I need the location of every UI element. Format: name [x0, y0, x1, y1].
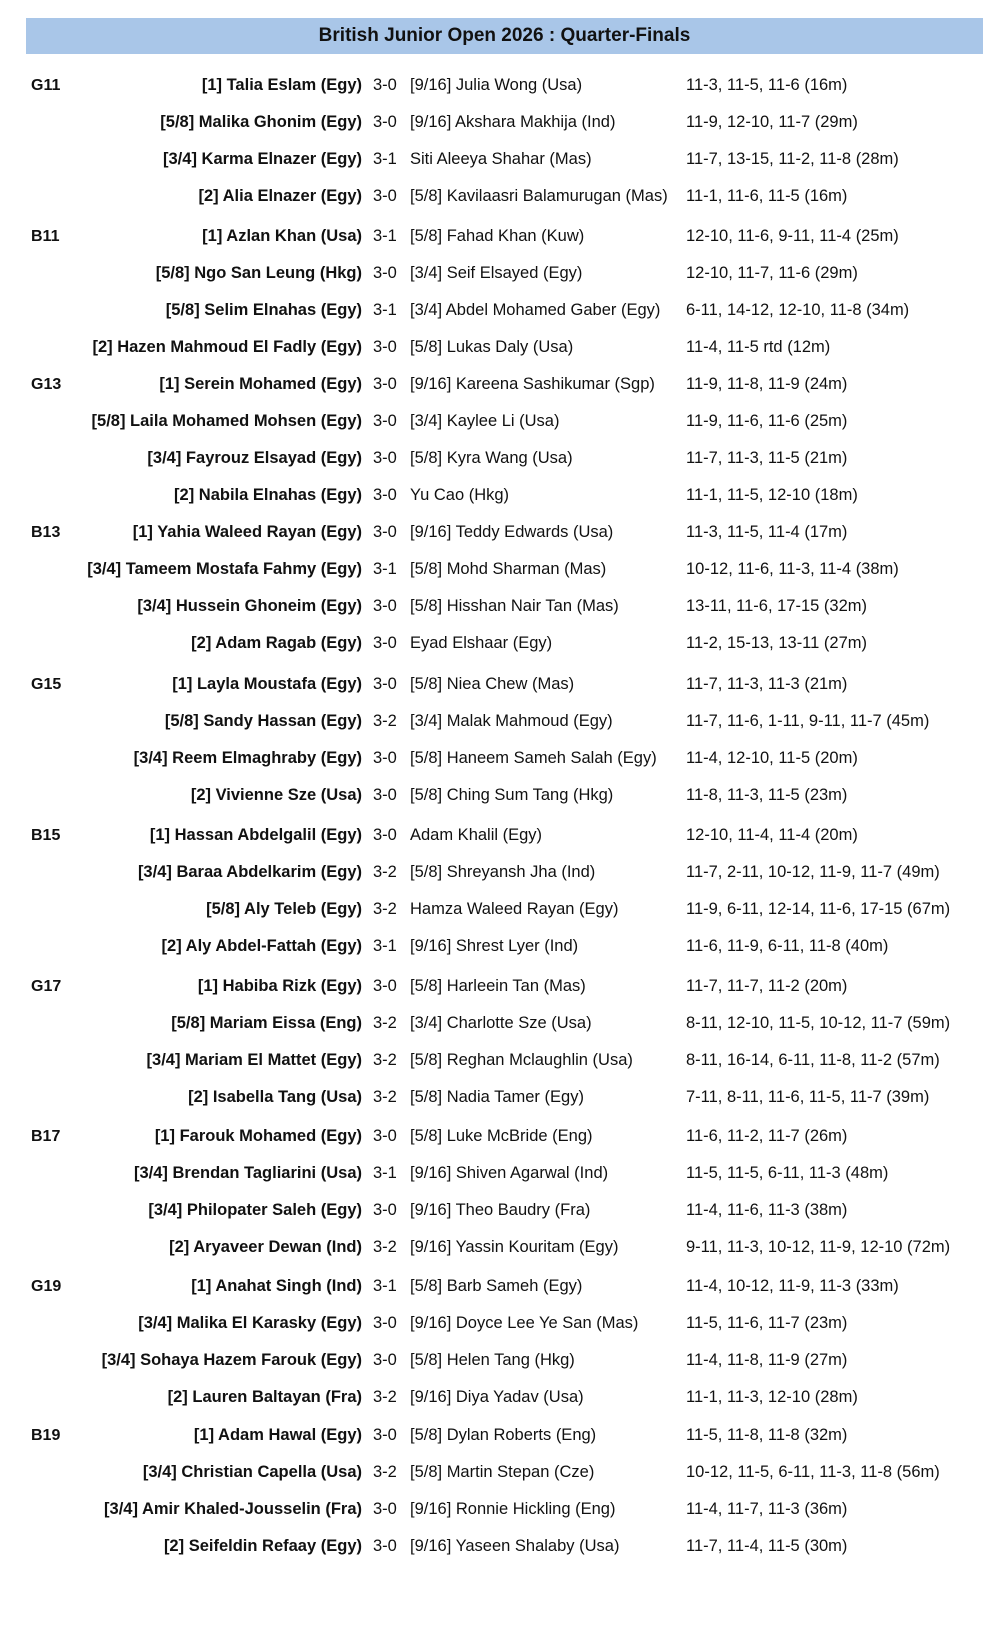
category-label: B19 [31, 1427, 61, 1444]
winner-name: [2] Aly Abdel-Fattah (Egy) [161, 937, 362, 955]
match-row [0, 1528, 1008, 1565]
winner-name: [1] Hassan Abdelgalil (Egy) [149, 826, 362, 844]
match-score: 3-1 [373, 150, 397, 168]
loser-name: Eyad Elshaar (Egy) [410, 634, 553, 652]
loser-name: [3/4] Malak Mahmoud (Egy) [410, 712, 613, 730]
match-row [0, 292, 1008, 329]
game-scores: 11-3, 11-5, 11-4 (17m) [686, 523, 848, 541]
winner-name: [1] Habiba Rizk (Egy) [197, 977, 362, 995]
match-score: 3-0 [373, 675, 397, 693]
match-row [0, 218, 1008, 255]
match-row [0, 1305, 1008, 1342]
match-score: 3-0 [373, 1426, 397, 1444]
match-row [0, 551, 1008, 588]
section-g15 [0, 666, 1008, 814]
game-scores: 11-4, 12-10, 11-5 (20m) [686, 749, 858, 767]
winner-name: [1] Azlan Khan (Usa) [202, 227, 362, 245]
match-score: 3-2 [373, 1463, 397, 1481]
loser-name: [3/4] Charlotte Sze (Usa) [410, 1014, 592, 1032]
match-row [0, 255, 1008, 292]
winner-name: [3/4] Christian Capella (Usa) [142, 1463, 362, 1481]
winner-name: [5/8] Malika Ghonim (Egy) [160, 113, 362, 131]
game-scores: 11-9, 11-6, 11-6 (25m) [686, 412, 848, 430]
game-scores: 11-1, 11-3, 12-10 (28m) [686, 1388, 858, 1406]
winner-name: [5/8] Ngo San Leung (Hkg) [155, 264, 362, 282]
game-scores: 11-4, 11-5 rtd (12m) [686, 338, 831, 356]
winner-name: [2] Alia Elnazer (Egy) [198, 187, 362, 205]
loser-name: Adam Khalil (Egy) [410, 826, 543, 844]
loser-name: [9/16] Julia Wong (Usa) [410, 76, 583, 94]
winner-name: [2] Vivienne Sze (Usa) [190, 786, 362, 804]
loser-name: [9/16] Teddy Edwards (Usa) [410, 523, 614, 541]
match-score: 3-1 [373, 1277, 397, 1295]
category-label: G19 [31, 1278, 62, 1295]
game-scores: 11-4, 10-12, 11-9, 11-3 (33m) [686, 1277, 899, 1295]
match-score: 3-0 [373, 338, 397, 356]
loser-name: [5/8] Kyra Wang (Usa) [410, 449, 573, 467]
match-row [0, 1079, 1008, 1116]
loser-name: [5/8] Helen Tang (Hkg) [410, 1351, 575, 1369]
loser-name: [5/8] Martin Stepan (Cze) [410, 1463, 595, 1481]
match-row [0, 67, 1008, 104]
loser-name: [5/8] Niea Chew (Mas) [410, 675, 575, 693]
match-score: 3-0 [373, 977, 397, 995]
loser-name: [5/8] Harleein Tan (Mas) [410, 977, 586, 995]
match-score: 3-0 [373, 486, 397, 504]
winner-name: [1] Talia Eslam (Egy) [201, 76, 362, 94]
game-scores: 11-5, 11-8, 11-8 (32m) [686, 1426, 848, 1444]
match-row [0, 1268, 1008, 1305]
match-score: 3-2 [373, 1088, 397, 1106]
game-scores: 11-6, 11-2, 11-7 (26m) [686, 1127, 848, 1145]
loser-name: [5/8] Fahad Khan (Kuw) [410, 227, 585, 245]
winner-name: [5/8] Selim Elnahas (Egy) [165, 301, 362, 319]
game-scores: 11-8, 11-3, 11-5 (23m) [686, 786, 848, 804]
winner-name: [3/4] Brendan Tagliarini (Usa) [134, 1164, 362, 1182]
loser-name: [5/8] Shreyansh Jha (Ind) [410, 863, 596, 881]
match-row [0, 1417, 1008, 1454]
category-label: G13 [31, 376, 62, 393]
match-score: 3-0 [373, 1500, 397, 1518]
loser-name: [5/8] Nadia Tamer (Egy) [410, 1088, 584, 1106]
section-g11 [0, 67, 1008, 215]
page-title: British Junior Open 2026 : Quarter-Finals [26, 18, 983, 54]
game-scores: 11-7, 11-3, 11-5 (21m) [686, 449, 848, 467]
game-scores: 11-1, 11-6, 11-5 (16m) [686, 187, 848, 205]
winner-name: [1] Adam Hawal (Egy) [193, 1426, 362, 1444]
winner-name: [2] Nabila Elnahas (Egy) [174, 486, 362, 504]
loser-name: [5/8] Luke McBride (Eng) [410, 1127, 593, 1145]
game-scores: 12-10, 11-7, 11-6 (29m) [686, 264, 858, 282]
game-scores: 11-2, 15-13, 13-11 (27m) [686, 634, 867, 652]
match-row [0, 588, 1008, 625]
match-row [0, 1491, 1008, 1528]
match-score: 3-2 [373, 1051, 397, 1069]
game-scores: 11-4, 11-6, 11-3 (38m) [686, 1201, 848, 1219]
match-row [0, 625, 1008, 662]
winner-name: [3/4] Hussein Ghoneim (Egy) [137, 597, 362, 615]
game-scores: 13-11, 11-6, 17-15 (32m) [686, 597, 867, 615]
match-row [0, 178, 1008, 215]
match-row [0, 329, 1008, 366]
game-scores: 11-9, 11-8, 11-9 (24m) [686, 375, 848, 393]
category-label: G17 [31, 978, 62, 995]
match-score: 3-2 [373, 863, 397, 881]
match-score: 3-2 [373, 1238, 397, 1256]
match-score: 3-0 [373, 634, 397, 652]
winner-name: [2] Hazen Mahmoud El Fadly (Egy) [92, 338, 362, 356]
match-row [0, 1379, 1008, 1416]
game-scores: 11-4, 11-8, 11-9 (27m) [686, 1351, 848, 1369]
section-b15 [0, 817, 1008, 965]
winner-name: [5/8] Aly Teleb (Egy) [206, 900, 362, 918]
winner-name: [5/8] Sandy Hassan (Egy) [164, 712, 362, 730]
section-g19 [0, 1268, 1008, 1416]
match-score: 3-0 [373, 749, 397, 767]
game-scores: 11-9, 12-10, 11-7 (29m) [686, 113, 858, 131]
loser-name: [5/8] Mohd Sharman (Mas) [410, 560, 607, 578]
match-row [0, 1042, 1008, 1079]
section-b19 [0, 1417, 1008, 1565]
winner-name: [3/4] Amir Khaled-Jousselin (Fra) [104, 1500, 362, 1518]
game-scores: 11-1, 11-5, 12-10 (18m) [686, 486, 858, 504]
match-row [0, 968, 1008, 1005]
loser-name: [3/4] Kaylee Li (Usa) [410, 412, 560, 430]
winner-name: [3/4] Reem Elmaghraby (Egy) [133, 749, 362, 767]
game-scores: 7-11, 8-11, 11-6, 11-5, 11-7 (39m) [686, 1088, 930, 1106]
winner-name: [2] Aryaveer Dewan (Ind) [169, 1238, 362, 1256]
winner-name: [1] Yahia Waleed Rayan (Egy) [132, 523, 362, 541]
winner-name: [1] Serein Mohamed (Egy) [159, 375, 362, 393]
match-score: 3-0 [373, 786, 397, 804]
loser-name: [5/8] Lukas Daly (Usa) [410, 338, 574, 356]
section-b13 [0, 514, 1008, 662]
winner-name: [3/4] Baraa Abdelkarim (Egy) [137, 863, 362, 881]
match-score: 3-0 [373, 412, 397, 430]
match-score: 3-0 [373, 375, 397, 393]
winner-name: [1] Farouk Mohamed (Egy) [154, 1127, 362, 1145]
category-label: B15 [31, 827, 61, 844]
match-row [0, 1155, 1008, 1192]
game-scores: 8-11, 16-14, 6-11, 11-8, 11-2 (57m) [686, 1051, 940, 1069]
match-row [0, 666, 1008, 703]
loser-name: [5/8] Haneem Sameh Salah (Egy) [410, 749, 657, 767]
loser-name: [5/8] Reghan Mclaughlin (Usa) [410, 1051, 633, 1069]
match-row [0, 104, 1008, 141]
match-score: 3-1 [373, 227, 397, 245]
winner-name: [1] Layla Moustafa (Egy) [172, 675, 362, 693]
match-row [0, 440, 1008, 477]
match-row [0, 1192, 1008, 1229]
loser-name: [9/16] Yaseen Shalaby (Usa) [410, 1537, 620, 1555]
loser-name: [5/8] Kavilaasri Balamurugan (Mas) [410, 187, 668, 205]
match-score: 3-0 [373, 1537, 397, 1555]
winner-name: [2] Isabella Tang (Usa) [188, 1088, 362, 1106]
game-scores: 11-6, 11-9, 6-11, 11-8 (40m) [686, 937, 889, 955]
match-row [0, 777, 1008, 814]
match-row [0, 891, 1008, 928]
match-row [0, 1342, 1008, 1379]
category-label: B13 [31, 524, 61, 541]
winner-name: [3/4] Sohaya Hazem Farouk (Egy) [101, 1351, 362, 1369]
loser-name: [5/8] Ching Sum Tang (Hkg) [410, 786, 614, 804]
game-scores: 11-5, 11-5, 6-11, 11-3 (48m) [686, 1164, 889, 1182]
winner-name: [3/4] Mariam El Mattet (Egy) [146, 1051, 362, 1069]
match-score: 3-0 [373, 76, 397, 94]
match-score: 3-1 [373, 301, 397, 319]
winner-name: [3/4] Karma Elnazer (Egy) [163, 150, 362, 168]
match-score: 3-1 [373, 560, 397, 578]
winner-name: [1] Anahat Singh (Ind) [191, 1277, 362, 1295]
loser-name: Siti Aleeya Shahar (Mas) [410, 150, 592, 168]
loser-name: Hamza Waleed Rayan (Egy) [410, 900, 619, 918]
loser-name: [9/16] Shiven Agarwal (Ind) [410, 1164, 609, 1182]
loser-name: Yu Cao (Hkg) [410, 486, 510, 504]
section-g13 [0, 366, 1008, 514]
match-score: 3-2 [373, 1014, 397, 1032]
game-scores: 10-12, 11-5, 6-11, 11-3, 11-8 (56m) [686, 1463, 940, 1481]
winner-name: [2] Adam Ragab (Egy) [191, 634, 362, 652]
match-row [0, 1229, 1008, 1266]
loser-name: [9/16] Shrest Lyer (Ind) [410, 937, 579, 955]
match-row [0, 477, 1008, 514]
match-row [0, 366, 1008, 403]
game-scores: 12-10, 11-6, 9-11, 11-4 (25m) [686, 227, 899, 245]
game-scores: 10-12, 11-6, 11-3, 11-4 (38m) [686, 560, 899, 578]
loser-name: [9/16] Yassin Kouritam (Egy) [410, 1238, 619, 1256]
game-scores: 11-9, 6-11, 12-14, 11-6, 17-15 (67m) [686, 900, 951, 918]
match-score: 3-0 [373, 1201, 397, 1219]
section-b11 [0, 218, 1008, 366]
winner-name: [3/4] Philopater Saleh (Egy) [148, 1201, 362, 1219]
loser-name: [3/4] Seif Elsayed (Egy) [410, 264, 583, 282]
game-scores: 12-10, 11-4, 11-4 (20m) [686, 826, 858, 844]
match-row [0, 928, 1008, 965]
winner-name: [2] Lauren Baltayan (Fra) [167, 1388, 362, 1406]
match-score: 3-0 [373, 113, 397, 131]
match-score: 3-1 [373, 1164, 397, 1182]
match-score: 3-2 [373, 712, 397, 730]
category-label: B11 [31, 228, 60, 245]
game-scores: 11-3, 11-5, 11-6 (16m) [686, 76, 848, 94]
game-scores: 11-4, 11-7, 11-3 (36m) [686, 1500, 848, 1518]
winner-name: [3/4] Malika El Karasky (Egy) [138, 1314, 362, 1332]
loser-name: [5/8] Barb Sameh (Egy) [410, 1277, 583, 1295]
loser-name: [9/16] Doyce Lee Ye San (Mas) [410, 1314, 639, 1332]
section-g17 [0, 968, 1008, 1116]
game-scores: 11-7, 2-11, 10-12, 11-9, 11-7 (49m) [686, 863, 940, 881]
game-scores: 11-7, 11-4, 11-5 (30m) [686, 1537, 848, 1555]
winner-name: [5/8] Mariam Eissa (Eng) [171, 1014, 362, 1032]
match-score: 3-0 [373, 187, 397, 205]
winner-name: [3/4] Tameem Mostafa Fahmy (Egy) [87, 560, 362, 578]
loser-name: [9/16] Ronnie Hickling (Eng) [410, 1500, 616, 1518]
game-scores: 8-11, 12-10, 11-5, 10-12, 11-7 (59m) [686, 1014, 951, 1032]
game-scores: 9-11, 11-3, 10-12, 11-9, 12-10 (72m) [686, 1238, 951, 1256]
loser-name: [9/16] Akshara Makhija (Ind) [410, 113, 616, 131]
match-score: 3-2 [373, 1388, 397, 1406]
match-score: 3-0 [373, 1351, 397, 1369]
match-score: 3-0 [373, 264, 397, 282]
game-scores: 11-7, 11-3, 11-3 (21m) [686, 675, 848, 693]
winner-name: [5/8] Laila Mohamed Mohsen (Egy) [91, 412, 362, 430]
winner-name: [2] Seifeldin Refaay (Egy) [163, 1537, 362, 1555]
winner-name: [3/4] Fayrouz Elsayad (Egy) [147, 449, 362, 467]
category-label: G11 [31, 77, 61, 94]
match-row [0, 854, 1008, 891]
match-row [0, 141, 1008, 178]
match-score: 3-0 [373, 1314, 397, 1332]
section-b17 [0, 1118, 1008, 1266]
match-row [0, 703, 1008, 740]
match-row [0, 740, 1008, 777]
category-label: G15 [31, 676, 62, 693]
game-scores: 11-7, 11-7, 11-2 (20m) [686, 977, 848, 995]
match-score: 3-0 [373, 826, 397, 844]
loser-name: [3/4] Abdel Mohamed Gaber (Egy) [410, 301, 661, 319]
game-scores: 11-7, 11-6, 1-11, 9-11, 11-7 (45m) [686, 712, 930, 730]
match-row [0, 403, 1008, 440]
category-label: B17 [31, 1128, 61, 1145]
match-score: 3-0 [373, 597, 397, 615]
match-score: 3-0 [373, 449, 397, 467]
match-row [0, 514, 1008, 551]
match-score: 3-0 [373, 523, 397, 541]
loser-name: [9/16] Kareena Sashikumar (Sgp) [410, 375, 655, 393]
game-scores: 6-11, 14-12, 12-10, 11-8 (34m) [686, 301, 910, 319]
loser-name: [9/16] Theo Baudry (Fra) [410, 1201, 591, 1219]
loser-name: [9/16] Diya Yadav (Usa) [410, 1388, 584, 1406]
match-row [0, 1454, 1008, 1491]
loser-name: [5/8] Dylan Roberts (Eng) [410, 1426, 597, 1444]
match-score: 3-0 [373, 1127, 397, 1145]
match-row [0, 1118, 1008, 1155]
match-score: 3-2 [373, 900, 397, 918]
match-score: 3-1 [373, 937, 397, 955]
match-row [0, 1005, 1008, 1042]
loser-name: [5/8] Hisshan Nair Tan (Mas) [410, 597, 619, 615]
game-scores: 11-5, 11-6, 11-7 (23m) [686, 1314, 848, 1332]
match-row [0, 817, 1008, 854]
game-scores: 11-7, 13-15, 11-2, 11-8 (28m) [686, 150, 899, 168]
